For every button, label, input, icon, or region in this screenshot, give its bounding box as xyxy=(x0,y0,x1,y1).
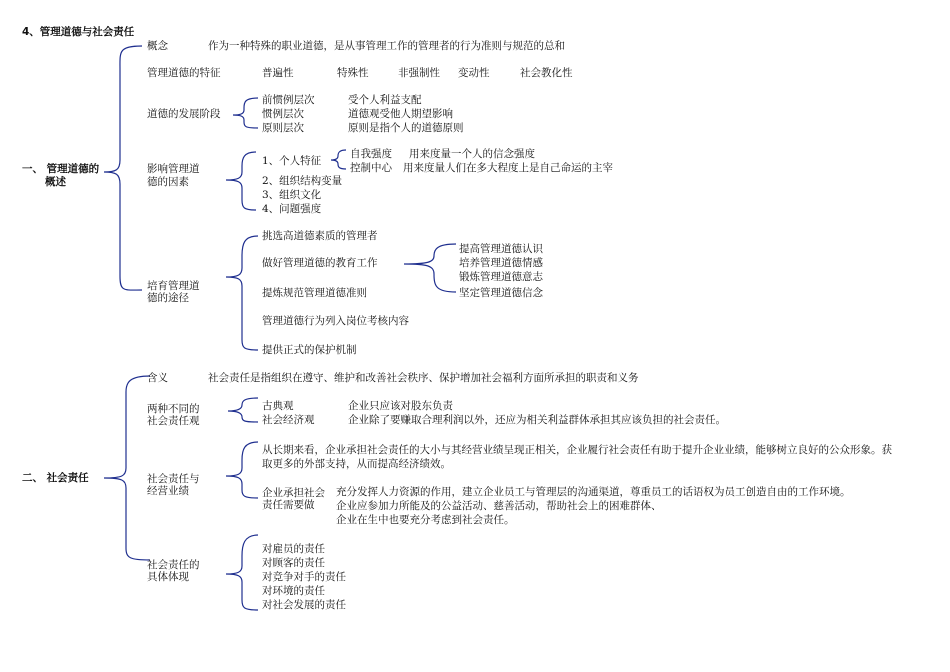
performance-brace xyxy=(226,442,258,498)
meaning-text: 社会责任是指组织在遵守、维护和改善社会秩序、保护增加社会福利方面所承担的职责和义务 xyxy=(208,372,639,384)
factor-item: 1、个人特征 xyxy=(262,155,322,167)
performance-paragraph: 从长期来看，企业承担社会责任的大小与其经营业绩呈现正相关，企业履行社会责任有助于提升企业业绩，能够树立良好的公众形象。获取更多的外部支持，从而提高经济绩效。 xyxy=(262,444,892,470)
cultivate-label: 培育管理道 xyxy=(147,280,200,292)
cultivate-brace xyxy=(226,236,258,350)
factor-item: 2、组织结构变量 xyxy=(262,175,343,187)
feature-item: 社会教化性 xyxy=(520,67,573,79)
sec2-main-brace xyxy=(104,376,150,560)
personal-trait-desc: 用来度量人们在多大程度上是自己命运的主宰 xyxy=(403,162,613,174)
cultivate-item: 提炼规范管理道德准则 xyxy=(262,287,367,299)
concrete-item: 对顾客的责任 xyxy=(262,557,325,569)
feature-item: 普遍性 xyxy=(262,67,294,79)
education-item: 锻炼管理道德意志 xyxy=(459,271,543,283)
sec1-label: 一、 管理道德的 xyxy=(22,163,100,175)
stage-desc: 原则是指个人的道德原则 xyxy=(348,122,464,134)
sec1-main-brace xyxy=(104,46,142,290)
stage-name: 原则层次 xyxy=(262,122,304,134)
views-label: 两种不同的 xyxy=(147,403,200,415)
performance-label: 社会责任与 xyxy=(147,473,200,485)
factors-label-cont: 德的因素 xyxy=(147,176,189,188)
sec1-label-cont: 概述 xyxy=(45,176,66,188)
education-item: 坚定管理道德信念 xyxy=(459,287,543,299)
factor-item: 4、问题强度 xyxy=(262,203,322,215)
feature-item: 变动性 xyxy=(458,67,490,79)
meaning-label: 含义 xyxy=(147,372,168,384)
views-label-cont: 社会责任观 xyxy=(147,415,200,427)
factors-label: 影响管理道 xyxy=(147,163,200,175)
stages-label: 道德的发展阶段 xyxy=(147,108,221,120)
concrete-brace xyxy=(226,535,258,610)
concept-text: 作为一种特殊的职业道德，是从事管理工作的管理者的行为准则与规范的总和 xyxy=(208,40,565,52)
concept-label: 概念 xyxy=(147,40,168,52)
stage-desc: 道德观受他人期望影响 xyxy=(348,108,453,120)
view-desc: 企业只应该对股东负责 xyxy=(348,400,453,412)
education-item: 培养管理道德情感 xyxy=(459,257,543,269)
factor-item: 3、组织文化 xyxy=(262,189,322,201)
personal-trait-name: 自我强度 xyxy=(350,148,392,160)
stage-name: 前惯例层次 xyxy=(262,94,315,106)
features-label: 管理道德的特征 xyxy=(147,67,221,79)
concrete-item: 对社会发展的责任 xyxy=(262,599,346,611)
cultivate-item: 挑选高道德素质的管理者 xyxy=(262,230,378,242)
need-item: 企业应参加力所能及的公益活动、慈善活动，帮助社会上的困难群体、 xyxy=(336,500,662,512)
personal-brace xyxy=(331,150,346,169)
cultivate-label-cont: 德的途径 xyxy=(147,292,189,304)
concrete-item: 对环境的责任 xyxy=(262,585,325,597)
stage-desc: 受个人利益支配 xyxy=(348,94,422,106)
factors-brace xyxy=(226,152,256,210)
personal-trait-desc: 用来度量一个人的信念强度 xyxy=(409,148,535,160)
view-name: 古典观 xyxy=(262,400,294,412)
stage-name: 惯例层次 xyxy=(262,108,304,120)
need-item: 充分发挥人力资源的作用，建立企业员工与管理层的沟通渠道，尊重员工的话语权为员工创造自由的工作环境。 xyxy=(336,486,851,498)
concrete-item: 对竞争对手的责任 xyxy=(262,571,346,583)
cultivate-item: 提供正式的保护机制 xyxy=(262,344,357,356)
feature-item: 特殊性 xyxy=(337,67,369,79)
concrete-label-cont: 具体体现 xyxy=(147,571,189,583)
performance-label-cont: 经营业绩 xyxy=(147,485,189,497)
needs-label-cont: 责任需要做 xyxy=(262,499,315,511)
page-title: 4、管理道德与社会责任 xyxy=(22,26,135,38)
education-brace xyxy=(404,244,456,292)
needs-label: 企业承担社会 xyxy=(262,487,325,499)
need-item: 企业在生中也要充分考虑到社会责任。 xyxy=(336,514,515,526)
stages-brace xyxy=(233,98,258,128)
cultivate-item: 管理道德行为列入岗位考核内容 xyxy=(262,315,409,327)
personal-trait-name: 控制中心 xyxy=(350,162,392,174)
view-name: 社会经济观 xyxy=(262,414,315,426)
views-brace xyxy=(228,398,258,422)
view-desc: 企业除了要赚取合理利润以外，还应为相关利益群体承担其应该负担的社会责任。 xyxy=(348,414,726,426)
cultivate-item: 做好管理道德的教育工作 xyxy=(262,257,378,269)
sec2-label: 二、 社会责任 xyxy=(22,472,89,484)
concrete-item: 对雇员的责任 xyxy=(262,543,325,555)
feature-item: 非强制性 xyxy=(398,67,440,79)
education-item: 提高管理道德认识 xyxy=(459,243,543,255)
concrete-label: 社会责任的 xyxy=(147,559,200,571)
